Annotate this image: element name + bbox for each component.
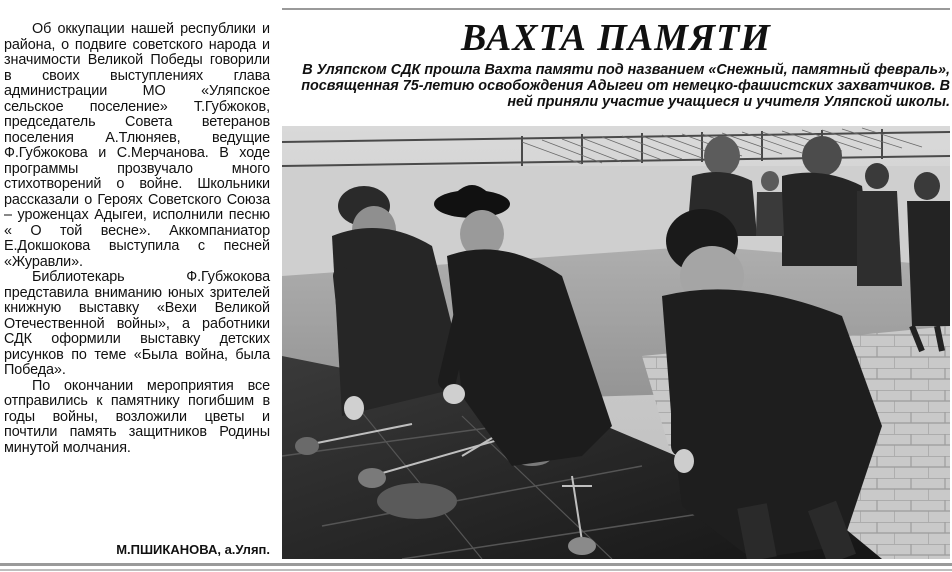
article-photo <box>282 126 950 559</box>
article-body <box>4 22 270 456</box>
bottom-rule-secondary <box>0 569 952 571</box>
bottom-rule <box>0 563 952 566</box>
article-paragraph-1: Об оккупации нашей республики и района, о подвиге советского народа и значимости Великой Победы говорили в своих выступлениях глава администрации МО «Уляпское сельское поселение» Т.Губжоков, председатель Совета ветеранов поселения А.Тлюняев, ведущие Ф.Губжокова и С.Мерчанова. В ходе программы прозвучало много стихотворений о войне. Школьники рассказали о Героях Советского Союза – уроженцах Адыгеи, исполнили песню « О той весне». Аккомпаниатор Е.Докшокова выступила с песней «Журавли». <box>4 21 270 270</box>
author-signature: М.ПШИКАНОВА, а.Уляп. <box>116 542 270 557</box>
top-rule <box>282 8 950 10</box>
memorial-photo-illustration <box>282 126 950 559</box>
article-paragraph-3: По окончании мероприятия все отправились к памятнику погибшим в годы войны, возложили цветы и почтили память защитников Родины минутой молчания. <box>4 377 270 456</box>
article-paragraph-2: Библиотекарь Ф.Губжокова представила вниманию юных зрителей книжную выставку «Вехи Великой Отечественной войны», а работники СДК оформили выставку детских рисунков по теме «Была война, была Победа». <box>4 269 270 378</box>
article-lead: В Уляпском СДК прошла Вахта памяти под названием «Снежный, памятный февраль», посвященная 75-летию освобождения Адыгеи от немецко-фашистских захватчиков. В ней приняли участие учащиеся и учителя Уляпской школы. <box>301 62 950 110</box>
article-headline: ВАХТА ПАМЯТИ <box>461 17 771 59</box>
